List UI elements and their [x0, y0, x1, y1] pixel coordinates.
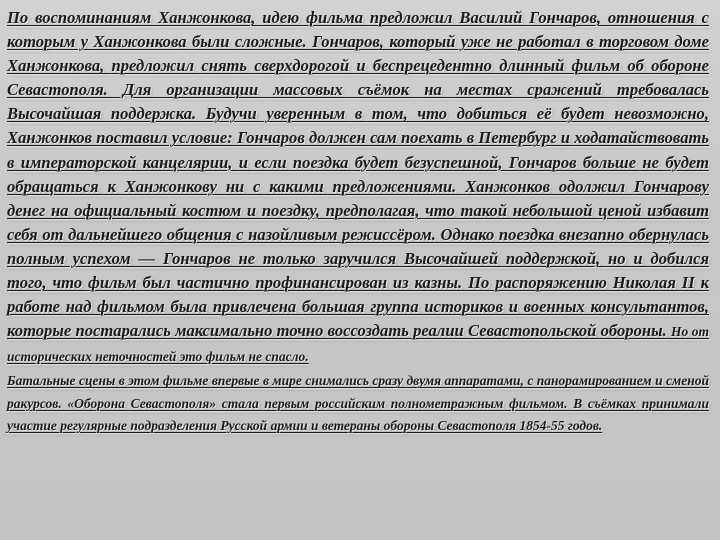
main-paragraph — [7, 6, 709, 369]
main-paragraph-text: По воспоминаниям Ханжонкова, идею фильма предложил Василий Гончаров, отношения с которым у Ханжонкова были сложные. Гончаров, который уже не работал в торговом доме Ханжонкова, предложил снять сверхдорогой и беспрецедентно длинный фильм об обороне Севастополя. Для организации массовых съёмок на местах сражений требовалась Высочайшая поддержка. Будучи уверенным в том, что добиться её будет невозможно, Ханжонков поставил условие: Гончаров должен сам поехать в Петербург и ходатайствовать в императорской канцелярии, и если поездка будет безуспешной, Гончаров больше не будет обращаться к Ханжонкову ни с какими предложениями. Ханжонков одолжил Гончарову денег на официальный костюм и поездку, предполагая, что такой небольшой ценой избавит себя от дальнейшего общения с назойливым режиссёром. Однако поездка внезапно обернулась полным успехом — Гончаров не только заручился Высочайшей поддержкой, но и добился того, что фильм был частично профинансирован из казны. По распоряжению Николая II к работе над фильмом была привлечена большая группа историков и военных консультантов, которые постарались максимально точно воссоздать реалии Севастопольской обороны. — [7, 8, 709, 341]
main-paragraph-tail: Но от исторических неточностей это фильм не спасло. — [7, 324, 709, 365]
slide-text-body — [7, 6, 709, 437]
second-paragraph: Батальные сцены в этом фильме впервые в мире снимались сразу двумя аппаратами, с панорамированием и сменой ракурсов. «Оборона Севастополя» стала первым российским полнометражным фильмом. В съёмках принимали участие регулярные подразделения Русской армии и ветераны обороны Севастополя 1854-55 годов. — [7, 373, 709, 433]
